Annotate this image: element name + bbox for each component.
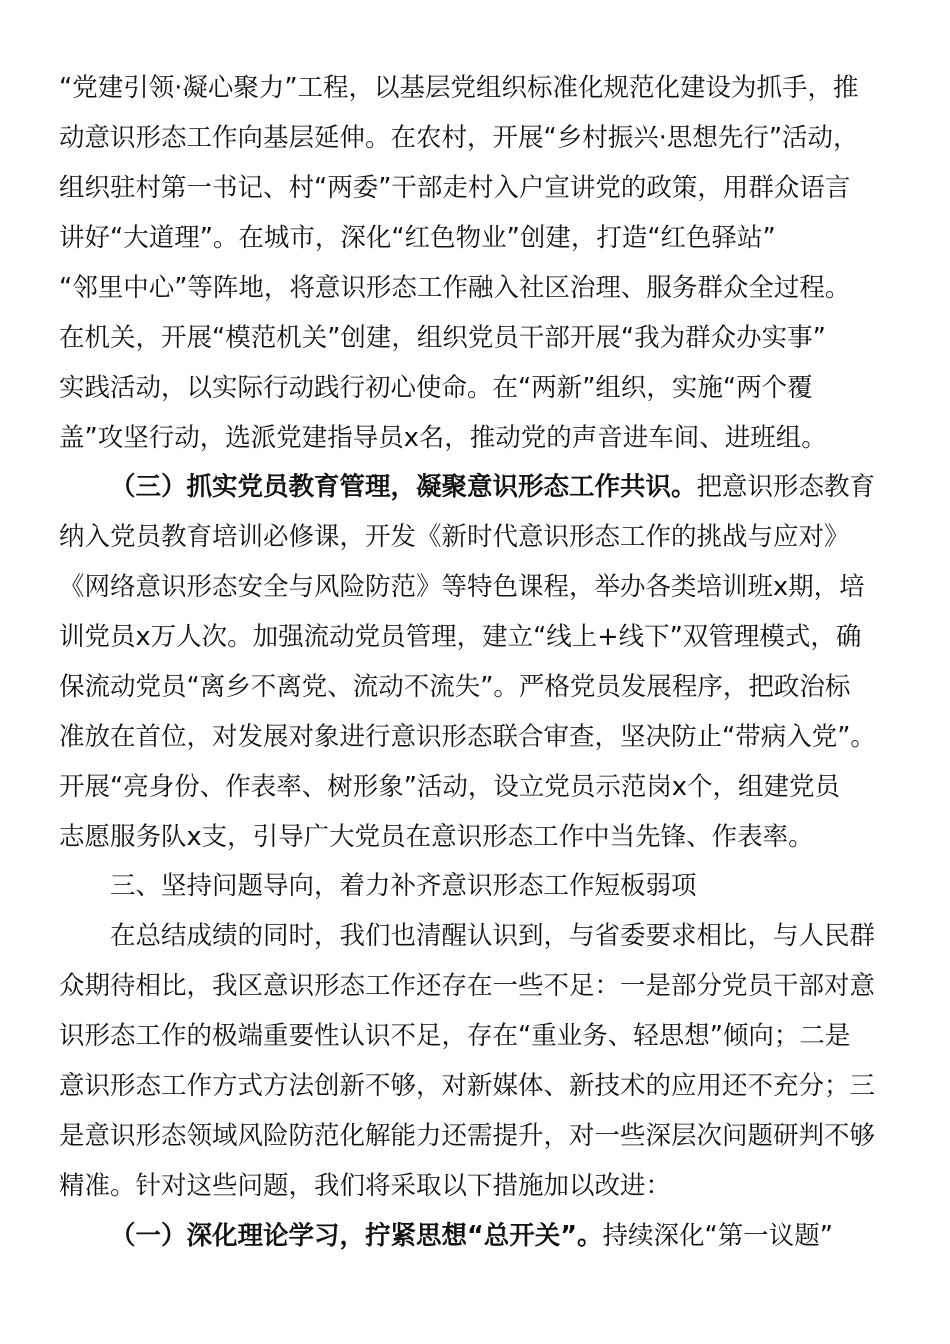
section-3-heading: （三）抓实党员教育管理，凝聚意识形态工作共识。 — [110, 472, 697, 502]
paragraph-line: 盖”攻坚行动，选派党建指导员x名，推动党的声音进车间、进班组。 — [59, 423, 827, 453]
paragraph-line: 讲好“大道理”。在城市，深化“红色物业”创建，打造“红色驿站” — [59, 223, 776, 253]
subsection-1-heading: （一）深化理论学习，拧紧思想“总开关”。 — [110, 1221, 603, 1251]
paragraph-line: “党建引领·凝心聚力”工程，以基层党组织标准化规范化建设为抓手，推 — [59, 73, 859, 103]
paragraph-line: 识形态工作的极端重要性认识不足，存在“重业务、轻思想”倾向；二是 — [59, 1021, 851, 1051]
paragraph-line: 意识形态工作方式方法创新不够，对新媒体、新技术的应用还不充分；三 — [59, 1071, 876, 1101]
part-3-first-line: 在总结成绩的同时，我们也清醒认识到，与省委要求相比，与人民群 — [110, 921, 876, 951]
part-3-title: 三、坚持问题导向，着力补齐意识形态工作短板弱项 — [110, 871, 697, 901]
paragraph-line: 组织驻村第一书记、村“两委”干部走村入户宣讲党的政策，用群众语言 — [59, 173, 851, 203]
section-3-first-line-text: 把意识形态教育 — [696, 472, 876, 502]
paragraph-line: 准放在首位，对发展对象进行意识形态联合审查，坚决防止“带病入党”。 — [59, 722, 876, 752]
paragraph-line: 志愿服务队x支，引导广大党员在意识形态工作中当先锋、作表率。 — [59, 822, 814, 852]
paragraph-line: 在机关，开展“模范机关”创建，组织党员干部开展“我为群众办实事” — [59, 323, 826, 353]
section-3-first-line — [110, 467, 899, 507]
paragraph-line: 开展“亮身份、作表率、树形象”活动，设立党员示范岗x个，组建党员 — [59, 772, 841, 802]
paragraph-line: 纳入党员教育培训必修课，开发《新时代意识形态工作的挑战与应对》 — [59, 522, 850, 552]
subsection-1-line — [110, 1216, 899, 1256]
paragraph-line: “邻里中心”等阵地，将意识形态工作融入社区治理、服务群众全过程。 — [59, 273, 851, 303]
paragraph-line: 动意识形态工作向基层延伸。在农村，开展“乡村振兴·思想先行”活动， — [59, 123, 859, 153]
paragraph-line: 保流动党员“离乡不离党、流动不流失”。严格党员发展程序，把政治标 — [59, 672, 851, 702]
subsection-1-text: 持续深化“第一议题” — [602, 1221, 833, 1251]
paragraph-line: 实践活动，以实际行动践行初心使命。在“两新”组织，实施“两个覆 — [59, 373, 813, 403]
paragraph-line: 是意识形态领域风险防范化解能力还需提升，对一些深层次问题研判不够 — [59, 1121, 876, 1151]
paragraph-line: 训党员x万人次。加强流动党员管理，建立“线上+线下”双管理模式，确 — [59, 622, 862, 652]
paragraph-line: 精准。针对这些问题，我们将采取以下措施加以改进： — [59, 1171, 672, 1201]
paragraph-line: 众期待相比，我区意识形态工作还存在一些不足：一是部分党员干部对意 — [59, 971, 876, 1001]
paragraph-line: 《网络意识形态安全与风险防范》等特色课程，举办各类培训班x期，培 — [59, 572, 865, 602]
